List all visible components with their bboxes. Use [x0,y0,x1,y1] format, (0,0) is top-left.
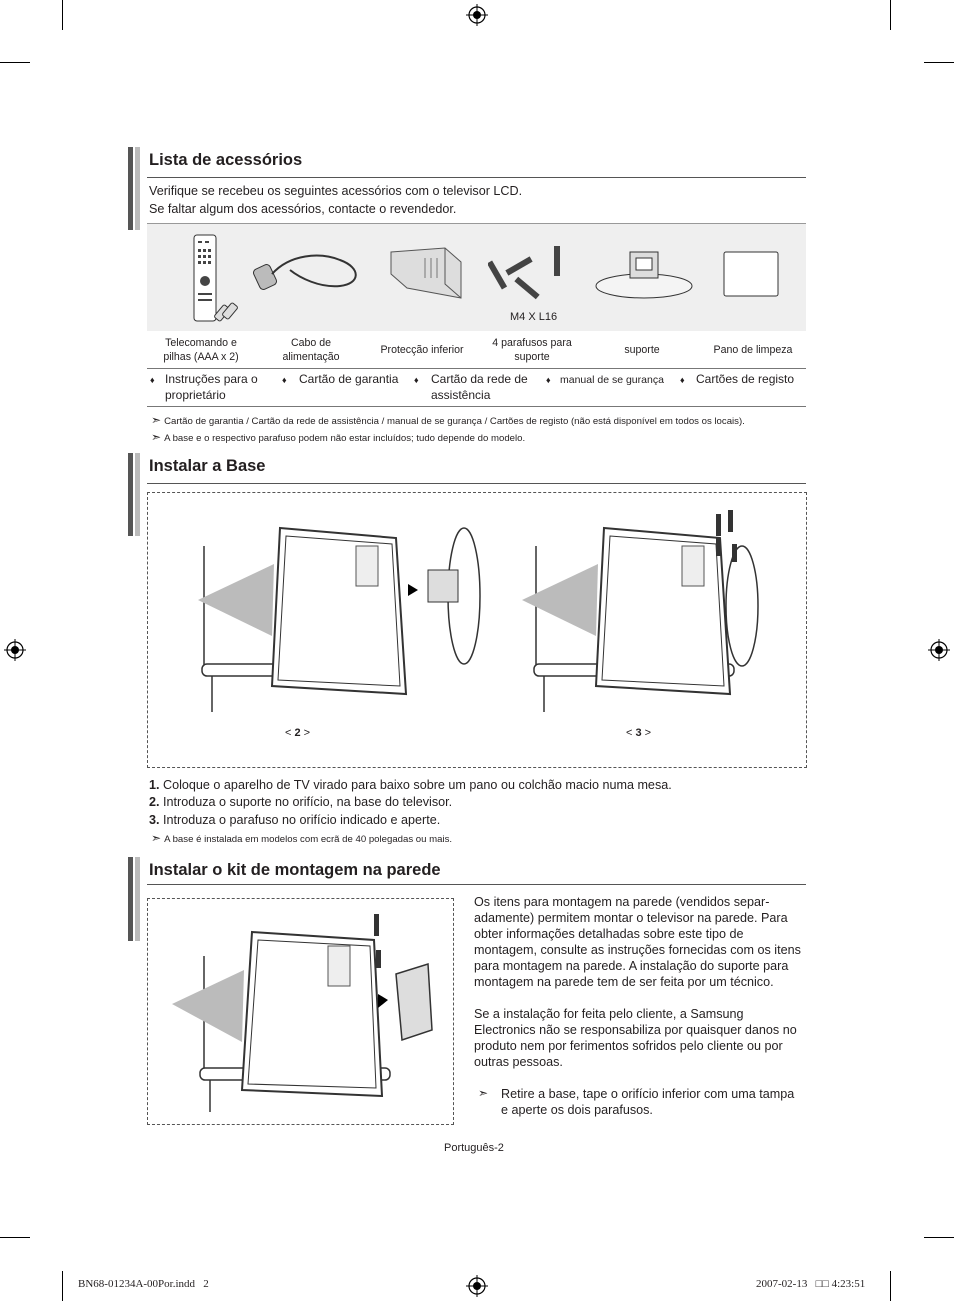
accessories-intro-line2: Se faltar algum dos acessórios, contacte o revendedor. [149,202,457,216]
accessory-label: Pano de limpeza [713,344,793,356]
section-bar [135,857,140,941]
wall-mount-note: Retire a base, tape o orifício inferior com uma tampa e aperte os dois parafusos. [501,1087,795,1117]
note-arrow-icon: ➣ [151,430,162,444]
footer-timestamp: 2007-02-13 □□ 4:23:51 [756,1278,866,1290]
bullet-icon: ♦ [414,375,419,385]
crop-mark [62,0,63,30]
screws-icon [488,240,568,304]
wall-mount-paragraph-1: Os itens para montagem na parede (vendidos separ- adamente) permitem montar o televisor na parede. Para obter informações detalhadas sobre este tipo de montagem, consulte as instruções fornecidas com os itens para montagem na parede. A instalação do suporte para montagem na parede tem de ser feita por um técnico. [474,895,801,989]
note-row [151,831,452,845]
note-row [151,430,525,444]
document-item: Cartão da rede de assistência [431,372,528,402]
bullet-icon: ♦ [546,375,551,385]
section-title-base: Instalar a Base [149,457,266,475]
accessories-intro-line1: Verifique se recebeu os seguintes acessórios com o televisor LCD. [149,184,523,198]
divider [147,406,806,407]
section-bar [128,857,133,941]
remote-control-icon [190,233,240,325]
page-number: Português-2 [444,1142,504,1154]
crop-mark [890,0,891,30]
registration-mark-icon [928,639,950,661]
power-cord-icon [250,248,368,298]
cleaning-cloth-icon [720,248,782,300]
screw-spec-label: M4 X L16 [510,311,558,323]
section-rule [147,483,806,484]
note-row [151,413,745,427]
registration-mark-icon [466,4,488,26]
note-text: A base e o respectivo parafuso podem não estar incluídos; tudo depende do modelo. [164,433,526,444]
document-item: Cartões de registo [696,372,795,386]
section-bar [128,147,133,230]
accessory-label: suporte [624,344,660,356]
stand-icon [592,244,696,300]
crop-mark [924,1237,954,1238]
registration-mark-icon [4,639,26,661]
section-rule [147,884,806,885]
tv-stand-screw-illustration-icon [520,506,780,712]
section-title-wall-mount: Instalar o kit de montagem na parede [149,861,441,879]
note-arrow-icon: ➣ [151,413,162,427]
wall-mount-illustration-icon [170,910,442,1112]
section-bar [135,453,140,536]
step-1: 1. Coloque o aparelho de TV virado para baixo sobre um pano ou colchão macio numa mesa. [149,778,672,792]
bullet-icon: ♦ [680,375,685,385]
note-text: A base é instalada em modelos com ecrã de 40 polegadas ou mais. [164,834,453,845]
accessory-label: Telecomando e pilhas (AAA x 2) [163,337,239,363]
step-2: 2. Introduza o suporte no orifício, na base do televisor. [149,795,453,809]
section-rule [147,177,806,178]
accessory-label: 4 parafusos para suporte [492,337,572,363]
note-arrow-icon: ➣ [151,831,162,845]
section-title-accessories: Lista de acessórios [149,151,303,169]
crop-mark [62,1271,63,1301]
tv-stand-attach-illustration-icon [196,526,496,712]
document-item: Instruções para o proprietário [165,372,258,402]
divider [147,368,806,369]
crop-mark [0,1237,30,1238]
section-bar [135,147,140,230]
crop-mark [890,1271,891,1301]
document-item: Cartão de garantia [299,372,399,386]
note-arrow-icon: ➣ [478,1086,489,1100]
bullet-icon: ♦ [150,375,155,385]
accessories-image-band [147,224,806,331]
registration-mark-icon [466,1275,488,1297]
bullet-icon: ♦ [282,375,287,385]
bottom-cover-icon [385,244,465,302]
figure-label-3: < 3 > [626,727,652,739]
accessory-label: Cabo de alimentação [282,337,340,363]
figure-label-2: < 2 > [285,727,311,739]
document-item: manual de se gurança [560,374,664,386]
note-text: Cartão de garantia / Cartão da rede de assistência / manual de se gurança / Cartões de registo (não está disponível em todos os locais). [164,416,745,427]
wall-mount-paragraph-2: Se a instalação for feita pelo cliente, a Samsung Electronics não se responsabiliza por quaisquer danos no produto nem por ferimentos sofridos pelo cliente ou por outras pessoas. [474,1007,797,1069]
accessory-label: Protecção inferior [380,344,464,356]
crop-mark [924,62,954,63]
crop-mark [0,62,30,63]
section-bar [128,453,133,536]
step-3: 3. Introduza o parafuso no orifício indicado e aperte. [149,813,441,827]
footer-file-name: BN68-01234A-00Por.indd 2 [78,1278,209,1290]
